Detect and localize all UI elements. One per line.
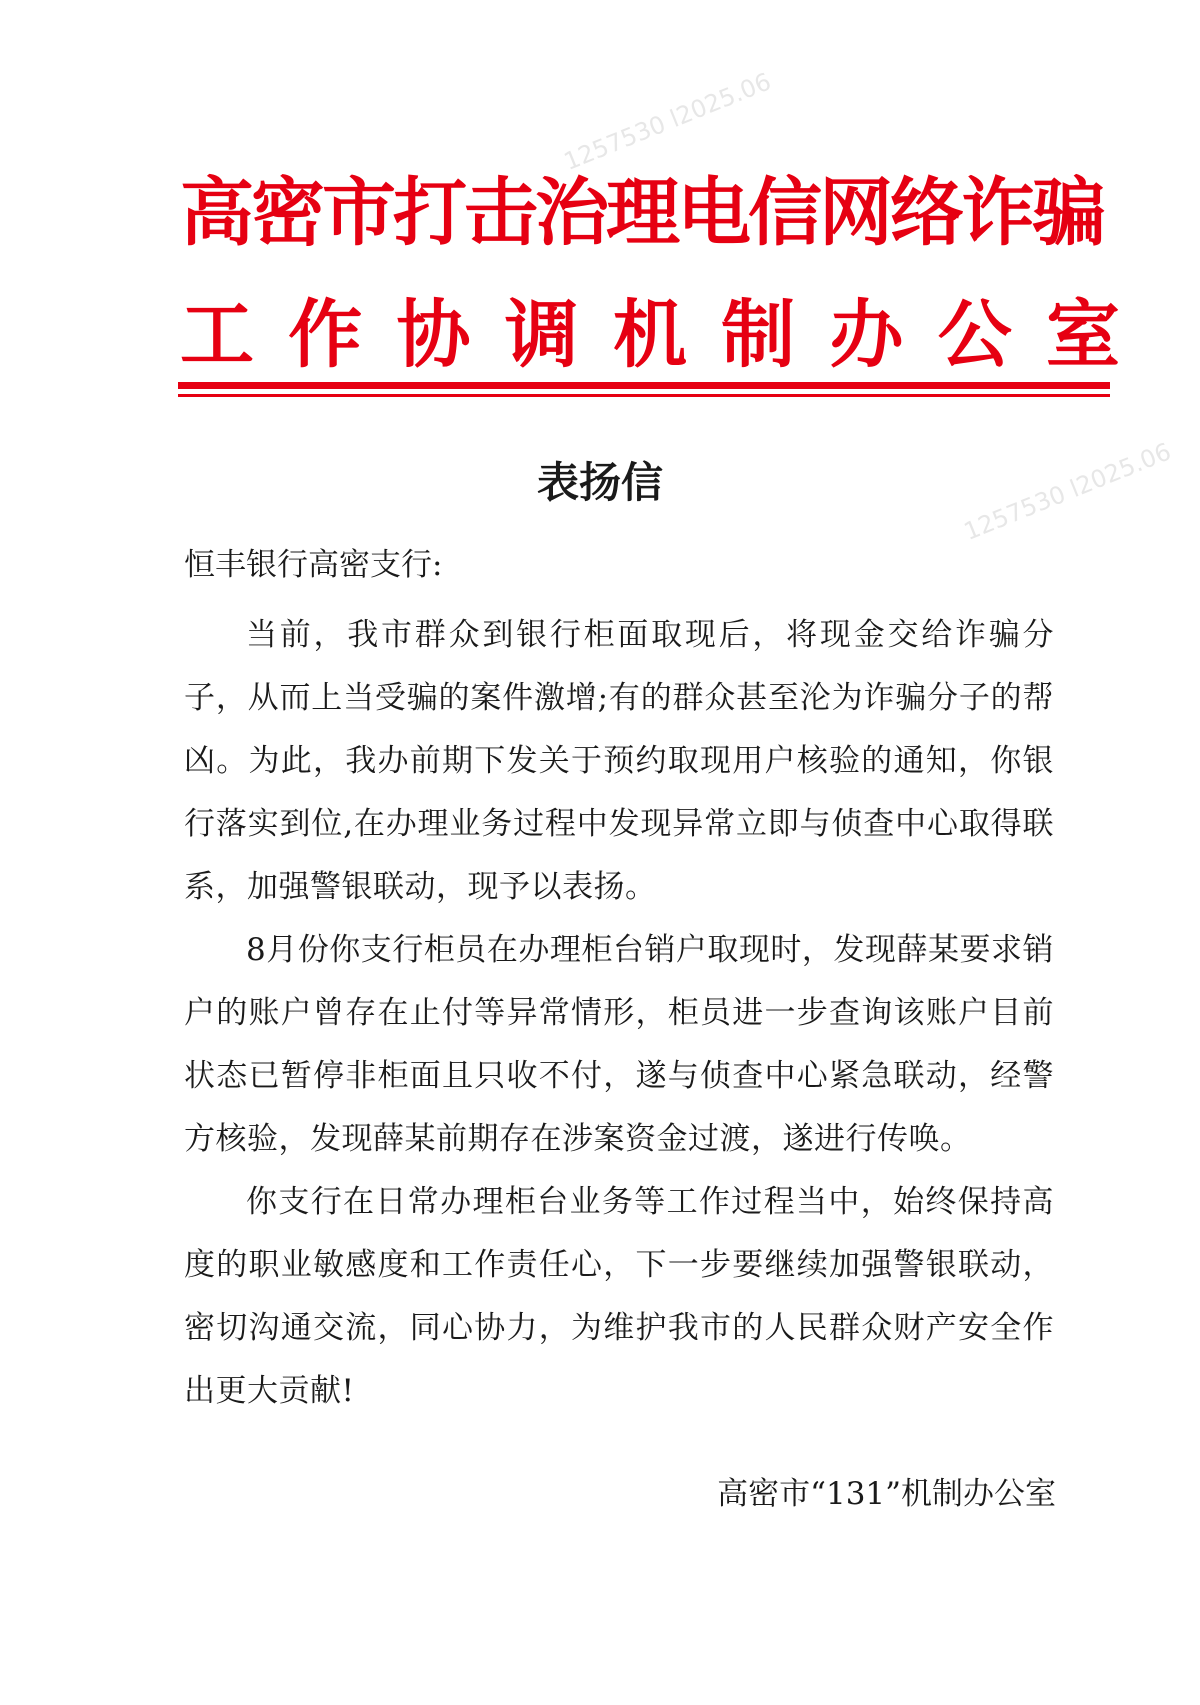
org-line2-char: 作 — [288, 292, 363, 378]
org-line2-char: 办 — [829, 292, 904, 378]
header-red-rule-thick — [178, 382, 1110, 389]
org-line2-char: 机 — [613, 292, 687, 378]
signature-office: 高密市“131”机制办公室 — [717, 1476, 1056, 1512]
org-line2-char: 调 — [504, 292, 579, 378]
body-paragraph-1: 当前，我市群众到银行柜面取现后，将现金交给诈骗分子，从而上当受骗的案件激增;有的群众甚至沦为诈骗分子的帮凶。为此，我办前期下发关于预约取现用户核验的通知，你银行落实到位,在办理业务过程中发现异常立即与侦查中心取得联系，加强警银联动，现予以表扬。 — [184, 617, 1054, 905]
issuing-organization-line-1: 高密市打击治理电信网络诈骗 — [180, 170, 1103, 256]
org-line2-char: 协 — [396, 292, 471, 378]
letter-body — [184, 604, 1054, 1423]
body-paragraph-3: 你支行在日常办理柜台业务等工作过程当中，始终保持高度的职业敏感度和工作责任心，下一步要继续加强警银联动，密切沟通交流，同心协力，为维护我市的人民群众财产安全作出更大贡献! — [184, 1184, 1054, 1409]
header-red-rule-thin — [178, 394, 1110, 397]
watermark: 1257530 l2025.06 — [560, 67, 775, 176]
org-line2-char: 制 — [721, 292, 796, 378]
watermark: 1257530 l2025.06 — [960, 437, 1175, 546]
org-line2-char: 工 — [180, 292, 254, 378]
body-paragraph-2: 8月份你支行柜员在办理柜台销户取现时，发现薛某要求销户的账户曾存在止付等异常情形，柜员进一步查询该账户目前状态已暂停非柜面且只收不付，遂与侦查中心紧急联动，经警方核验，发现薛某前期存在涉案资金过渡，遂进行传唤。 — [184, 932, 1054, 1157]
issuing-organization-line-2 — [180, 292, 1120, 378]
org-line2-char: 室 — [1046, 292, 1120, 378]
letter-title: 表扬信 — [536, 458, 663, 507]
org-line2-char: 公 — [937, 292, 1012, 378]
salutation: 恒丰银行高密支行: — [184, 547, 443, 583]
